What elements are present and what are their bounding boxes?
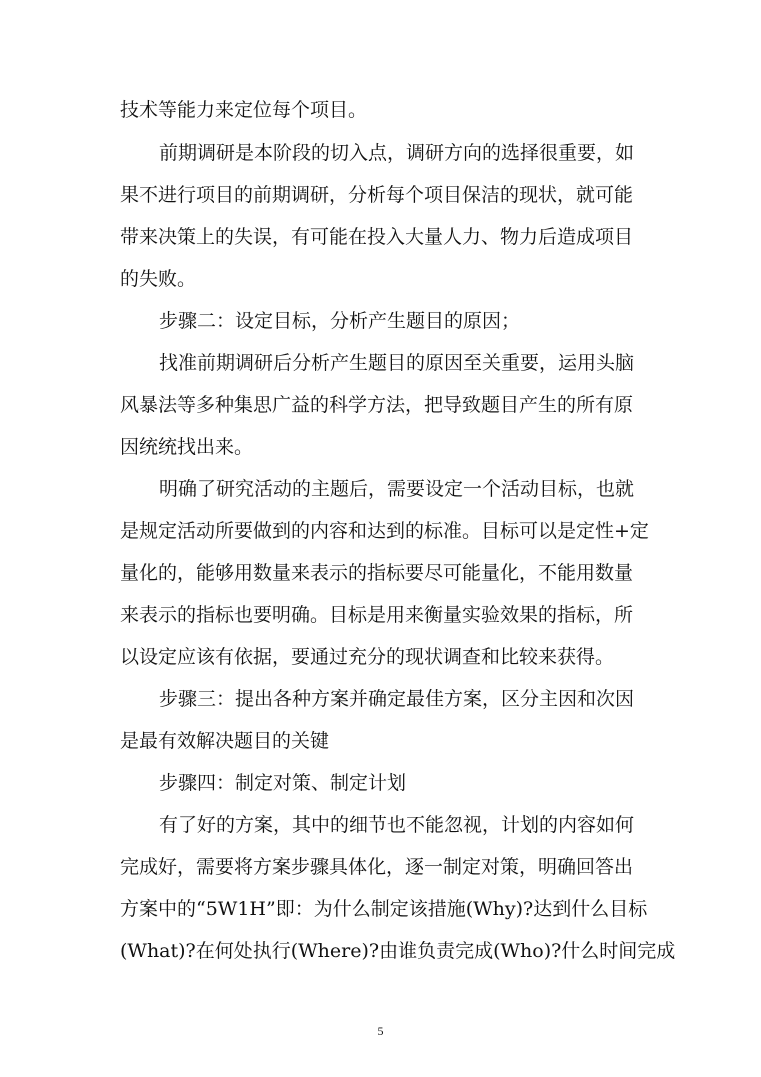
text-line: 以设定应该有依据，要通过充分的现状调查和比较来获得。	[120, 646, 615, 668]
text-line: 因统统找出来。	[120, 436, 254, 458]
text-line: 方案中的“5W1H”即：为什么制定该措施(Why)?达到什么目标	[120, 898, 648, 920]
text-line: 是规定活动所要做到的内容和达到的标准。目标可以是定性+定	[120, 520, 649, 542]
text-line: 果不进行项目的前期调研，分析每个项目保洁的现状，就可能	[120, 184, 634, 206]
text-line: 有了好的方案，其中的细节也不能忽视，计划的内容如何	[159, 814, 635, 836]
text-line: 的失败。	[120, 268, 197, 290]
text-line: 步骤四：制定对策、制定计划	[159, 772, 407, 794]
text-line: 步骤三：提出各种方案并确定最佳方案，区分主因和次因	[159, 688, 635, 710]
text-line: 风暴法等多种集思广益的科学方法，把导致题目产生的所有原	[120, 394, 634, 416]
text-line: 技术等能力来定位每个项目。	[120, 99, 368, 121]
text-line: 步骤二：设定目标，分析产生题目的原因；	[159, 310, 521, 332]
text-line: 前期调研是本阶段的切入点，调研方向的选择很重要，如	[159, 142, 635, 164]
text-line: (What)?在何处执行(Where)?由谁负责完成(Who)?什么时间完成	[120, 940, 676, 962]
text-line: 量化的，能够用数量来表示的指标要尽可能量化，不能用数量	[120, 562, 634, 584]
text-line: 明确了研究活动的主题后，需要设定一个活动目标，也就	[159, 478, 635, 500]
text-line: 带来决策上的失误，有可能在投入大量人力、物力后造成项目	[120, 226, 634, 248]
text-line: 完成好，需要将方案步骤具体化，逐一制定对策，明确回答出	[120, 856, 634, 878]
text-line: 是最有效解决题目的关键	[120, 730, 330, 752]
text-line: 找准前期调研后分析产生题目的原因至关重要，运用头脑	[159, 352, 635, 374]
text-line: 来表示的指标也要明确。目标是用来衡量实验效果的指标，所	[120, 604, 634, 626]
page-number: 5	[377, 1024, 384, 1038]
